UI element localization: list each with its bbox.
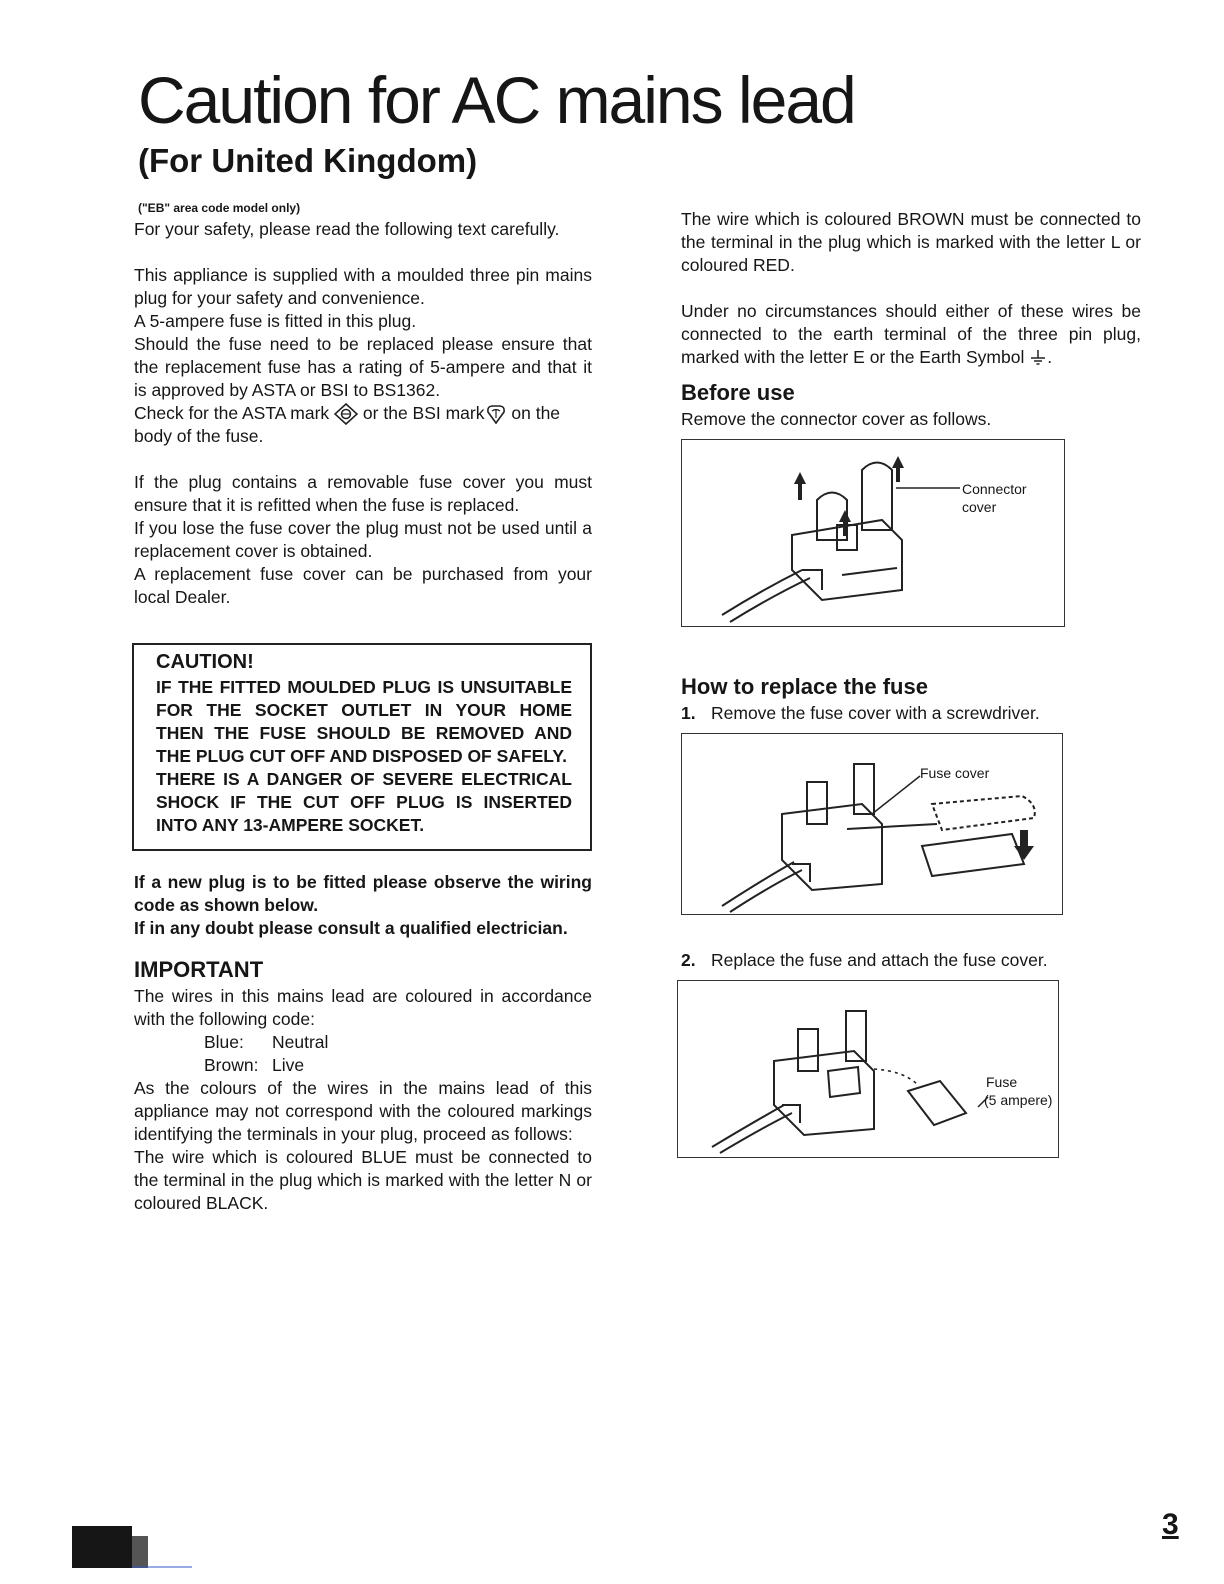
connector-cover-figure — [681, 439, 1065, 627]
earth-terminal-period: . — [1047, 347, 1053, 367]
fuse-replacement-illustration — [678, 981, 1058, 1157]
bsi-mark-label: or the BSI mark — [362, 403, 485, 423]
connector-cover-label: Connector cover — [962, 481, 1027, 515]
intro-text: For your safety, please read the following text carefully. — [134, 219, 560, 239]
brown-wire-text: The wire which is coloured BROWN must be connected to the terminal in the plug which is marked with the letter L or coloured RED. — [681, 209, 1141, 275]
blue-wire-text: The wire which is coloured BLUE must be connected to the terminal in the plug which is marked with the letter N or coloured BLACK. — [134, 1147, 592, 1214]
step1-number: 1. — [681, 703, 696, 723]
page-subtitle: (For United Kingdom) — [138, 142, 478, 179]
asta-mark-icon — [334, 403, 358, 425]
caution-text-danger: THERE IS A DANGER OF SEVERE ELECTRICAL SHOCK IF THE CUT OFF PLUG IS INSERTED INTO ANY 13-AMPERE SOCKET. — [156, 769, 572, 836]
code-blue-row — [134, 1031, 592, 1054]
code-blue-key: Blue: — [204, 1032, 244, 1053]
plug-connector-illustration — [682, 440, 1064, 626]
step2 — [681, 949, 1141, 972]
fuse-replace-text: Should the fuse need to be replaced please ensure that the replacement fuse has a rating of 5-ampere and that it is approved by ASTA or BSI to BS1362. — [134, 334, 592, 400]
important-text: The wires in this mains lead are coloured in accordance with the following code: — [134, 986, 592, 1030]
code-brown-value: Live — [272, 1055, 305, 1076]
fuse-cover-lost-text: If you lose the fuse cover the plug must not be used until a replacement cover is obtained. — [134, 518, 592, 562]
asta-mark-label: Check for the ASTA mark — [134, 403, 330, 423]
left-column — [134, 200, 592, 1215]
step2-number: 2. — [681, 950, 696, 970]
code-blue-value: Neutral — [272, 1032, 329, 1053]
caution-box — [132, 643, 592, 851]
earth-symbol-icon — [1029, 349, 1047, 367]
colours-text: As the colours of the wires in the mains lead of this appliance may not correspond with the coloured markings identifying the terminals in your plug, proceed as follows: — [134, 1078, 592, 1145]
earth-terminal-text — [681, 300, 1141, 369]
fuse-rating-label: (5 ampere) — [984, 1092, 1053, 1108]
fuse-body-text: on the body of the fuse. — [134, 403, 561, 447]
earth-terminal-sentence: Under no circumstances should either of these wires be connected to the earth terminal of the three pin plug, marked with the letter E or the Earth Symbol — [681, 301, 1141, 367]
replace-fuse-heading: How to replace the fuse — [681, 674, 928, 699]
step2-text: Replace the fuse and attach the fuse cover. — [711, 950, 1048, 970]
moulded-plug-text: This appliance is supplied with a moulded three pin mains plug for your safety and convenience. — [134, 265, 592, 308]
caution-text-unsuitable: IF THE FITTED MOULDED PLUG IS UNSUITABLE FOR THE SOCKET OUTLET IN YOUR HOME THEN THE FUSE SHOULD BE REMOVED AND THE PLUG CUT OFF AND DISPOSED OF SAFELY. — [156, 677, 572, 767]
page-number: 3 — [1162, 1508, 1179, 1541]
scan-corner-mark — [72, 1526, 192, 1568]
fuse-label: Fuse — [986, 1074, 1018, 1090]
step1 — [681, 702, 1141, 725]
before-use-heading: Before use — [681, 380, 795, 405]
important-heading: IMPORTANT — [134, 957, 264, 983]
bsi-kitemark-icon — [485, 403, 507, 425]
code-brown-row — [134, 1054, 592, 1077]
code-brown-key: Brown: — [204, 1055, 259, 1076]
fuse-cover-figure — [681, 733, 1063, 915]
right-column — [681, 208, 1141, 1158]
before-use-text: Remove the connector cover as follows. — [681, 409, 992, 429]
page-title: Caution for AC mains lead — [138, 63, 855, 137]
wiring-code-note: If a new plug is to be fitted please observe the wiring code as shown below. — [134, 872, 592, 916]
fuse-cover-removal-illustration — [682, 734, 1062, 914]
fuse-cover-label: Fuse cover — [920, 765, 990, 781]
fuse-cover-refit-text: If the plug contains a removable fuse cover you must ensure that it is refitted when the fuse is replaced. — [134, 472, 592, 516]
mark-check-text — [134, 402, 592, 448]
electrician-note: If in any doubt please consult a qualified electrician. — [134, 918, 568, 939]
step1-text: Remove the fuse cover with a screwdriver. — [711, 703, 1040, 723]
caution-title: CAUTION! — [156, 651, 254, 674]
fuse-fitted-text: A 5-ampere fuse is fitted in this plug. — [134, 311, 417, 331]
replacement-cover-text: A replacement fuse cover can be purchased from your local Dealer. — [134, 564, 592, 608]
fuse-replacement-figure — [677, 980, 1059, 1158]
area-code-note: ("EB" area code model only) — [138, 201, 301, 215]
